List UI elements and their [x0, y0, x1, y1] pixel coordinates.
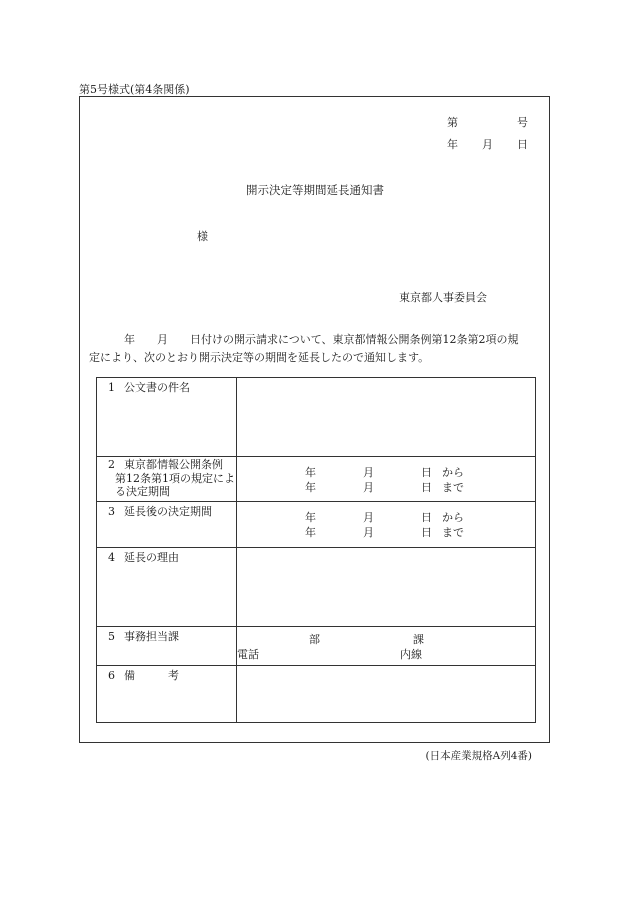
row-label: 東京都情報公開条例 [124, 458, 223, 471]
period-month: 月 [363, 481, 374, 494]
label-cell [97, 378, 237, 457]
row-number: 3 [108, 505, 115, 518]
row-label-cont: る決定期間 [115, 485, 170, 498]
label-cell [97, 627, 237, 666]
details-table [96, 377, 536, 723]
table-row [97, 502, 536, 548]
doc-number-prefix: 第 [447, 116, 458, 129]
addressee-suffix: 様 [197, 230, 208, 243]
period-day: 日 [421, 466, 432, 479]
row-number: 5 [108, 630, 115, 643]
period-month: 月 [363, 511, 374, 524]
period-year: 年 [305, 511, 316, 524]
table-row [97, 627, 536, 666]
doc-number-suffix: 号 [517, 116, 528, 129]
department-label: 部 [309, 633, 320, 646]
extension-reason-field[interactable] [237, 548, 536, 627]
notice-body [89, 331, 549, 367]
row-number: 6 [108, 669, 115, 682]
label-cell [97, 457, 237, 502]
period-day: 日 [421, 526, 432, 539]
row-label: 延長後の決定期間 [124, 505, 212, 518]
row-label-cont: 第12条第1項の規定によ [115, 471, 235, 485]
extension-label: 内線 [400, 648, 422, 661]
row-label: 延長の理由 [124, 551, 179, 564]
row-label: 公文書の件名 [124, 381, 190, 394]
period-year: 年 [305, 481, 316, 494]
paper-size-note: (日本産業規格A列4番) [425, 750, 532, 762]
section-label: 課 [413, 633, 424, 646]
period-until: まで [442, 481, 464, 494]
label-cell [97, 548, 237, 627]
period-month: 月 [363, 466, 374, 479]
extended-period-field[interactable] [237, 502, 536, 548]
period-year: 年 [305, 526, 316, 539]
period-until: まで [442, 526, 464, 539]
period-year: 年 [305, 466, 316, 479]
form-number-label: 第5号様式(第4条関係) [79, 83, 190, 96]
staff-section-field[interactable] [237, 627, 536, 666]
table-row [97, 666, 536, 723]
period-day: 日 [421, 481, 432, 494]
document-title-field[interactable] [237, 378, 536, 457]
label-cell [97, 666, 237, 723]
original-period-field[interactable] [237, 457, 536, 502]
row-number: 1 [108, 381, 115, 394]
label-cell [97, 502, 237, 548]
table-row [97, 548, 536, 627]
date-year-label: 年 [447, 138, 458, 151]
table-row [97, 457, 536, 502]
date-month-label: 月 [482, 138, 493, 151]
period-month: 月 [363, 526, 374, 539]
phone-label: 電話 [237, 648, 259, 661]
row-label: 事務担当課 [124, 630, 179, 643]
period-from: から [442, 466, 464, 479]
issuer-name: 東京都人事委員会 [399, 291, 487, 304]
row-label: 備 考 [124, 669, 179, 682]
date-day-label: 日 [517, 138, 528, 151]
row-number: 2 [108, 458, 115, 471]
row-number: 4 [108, 551, 115, 564]
document-title: 開示決定等期間延長通知書 [246, 183, 384, 197]
period-day: 日 [421, 511, 432, 524]
table-row [97, 378, 536, 457]
notice-body-line-1: 年 月 日付けの開示請求について、東京都情報公開条例第12条第2項の規 [124, 333, 519, 346]
period-from: から [442, 511, 464, 524]
remarks-field[interactable] [237, 666, 536, 723]
notice-body-line-2: 定により、次のとおり開示決定等の期間を延長したので通知します。 [89, 351, 430, 364]
